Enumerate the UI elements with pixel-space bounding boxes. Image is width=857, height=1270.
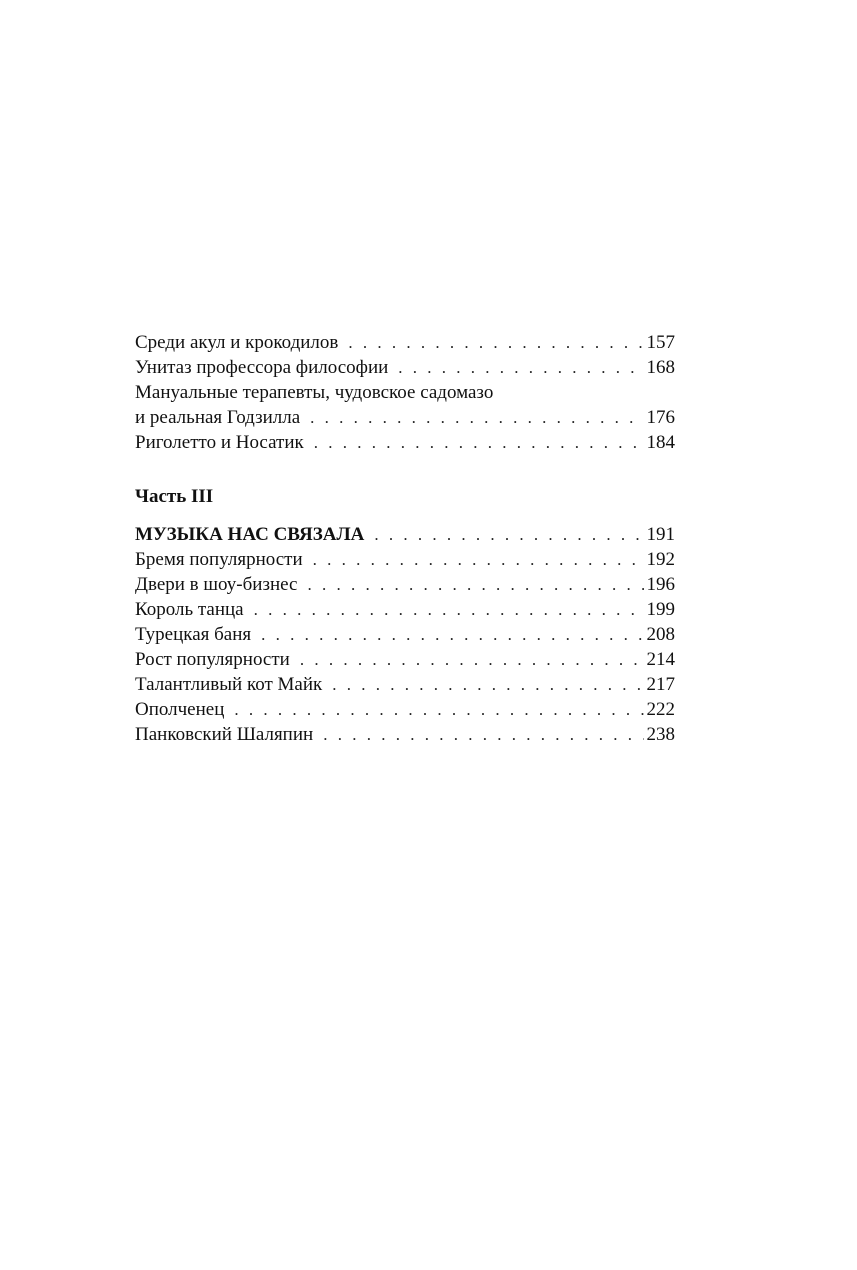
toc-entry-page: 157 — [646, 332, 675, 353]
toc-entry-title: и реальная Годзилла — [135, 407, 301, 428]
dot-leader — [307, 572, 643, 597]
toc-entry[interactable] — [135, 597, 675, 622]
toc-entry-title: Ополченец — [135, 699, 225, 720]
toc-entry-title: МУЗЫКА НАС СВЯЗАЛА — [135, 524, 365, 545]
toc-entry[interactable] — [135, 697, 675, 722]
dot-leader — [323, 722, 643, 747]
dot-leader — [314, 430, 644, 455]
toc-list-previous-part — [135, 330, 675, 455]
toc-entry-page: 217 — [646, 674, 675, 695]
dot-leader — [310, 405, 643, 430]
toc-entry[interactable] — [135, 672, 675, 697]
toc-entry-title-first-line[interactable]: Мануальные терапевты, чудовское садомазо — [135, 382, 494, 403]
dot-leader — [234, 697, 643, 722]
toc-entry[interactable] — [135, 722, 675, 747]
toc-entry-title: Турецкая баня — [135, 624, 252, 645]
toc-entry[interactable] — [135, 572, 675, 597]
toc-entry-title: Риголетто и Носатик — [135, 432, 304, 453]
toc-entry-page: 208 — [646, 624, 675, 645]
toc-entry[interactable] — [135, 330, 675, 355]
toc-entry-page: 191 — [646, 524, 675, 545]
toc-entry[interactable] — [135, 355, 675, 380]
toc-entry-title: Панковский Шаляпин — [135, 724, 314, 745]
part-heading: Часть III — [135, 486, 214, 507]
dot-leader — [398, 355, 643, 380]
toc-section-heading-entry[interactable] — [135, 522, 675, 547]
toc-entry-page: 184 — [646, 432, 675, 453]
toc-entry-title: Король танца — [135, 599, 244, 620]
toc-list-part-3 — [135, 522, 675, 747]
toc-entry-title: Унитаз профессора философии — [135, 357, 389, 378]
toc-entry[interactable] — [135, 647, 675, 672]
toc-entry-page: 196 — [646, 574, 675, 595]
toc-entry-title: Рост популярности — [135, 649, 290, 670]
dot-leader — [374, 522, 643, 547]
toc-entry-page: 214 — [646, 649, 675, 670]
toc-entry[interactable] — [135, 547, 675, 572]
toc-entry-page: 238 — [646, 724, 675, 745]
dot-leader — [332, 672, 643, 697]
toc-entry[interactable] — [135, 622, 675, 647]
toc-entry-page: 192 — [646, 549, 675, 570]
toc-entry-title: Двери в шоу-бизнес — [135, 574, 298, 595]
dot-leader — [261, 622, 643, 647]
toc-entry-page: 199 — [646, 599, 675, 620]
toc-entry-page: 176 — [646, 407, 675, 428]
toc-entry-title: Талантливый кот Майк — [135, 674, 323, 695]
dot-leader — [300, 647, 644, 672]
dot-leader — [348, 330, 643, 355]
dot-leader — [313, 547, 644, 572]
dot-leader — [254, 597, 644, 622]
toc-entry-title: Бремя популярности — [135, 549, 303, 570]
toc-entry-title: Среди акул и крокодилов — [135, 332, 339, 353]
toc-entry-page: 168 — [646, 357, 675, 378]
toc-entry[interactable] — [135, 430, 675, 455]
toc-entry[interactable] — [135, 405, 675, 430]
toc-entry-page: 222 — [646, 699, 675, 720]
